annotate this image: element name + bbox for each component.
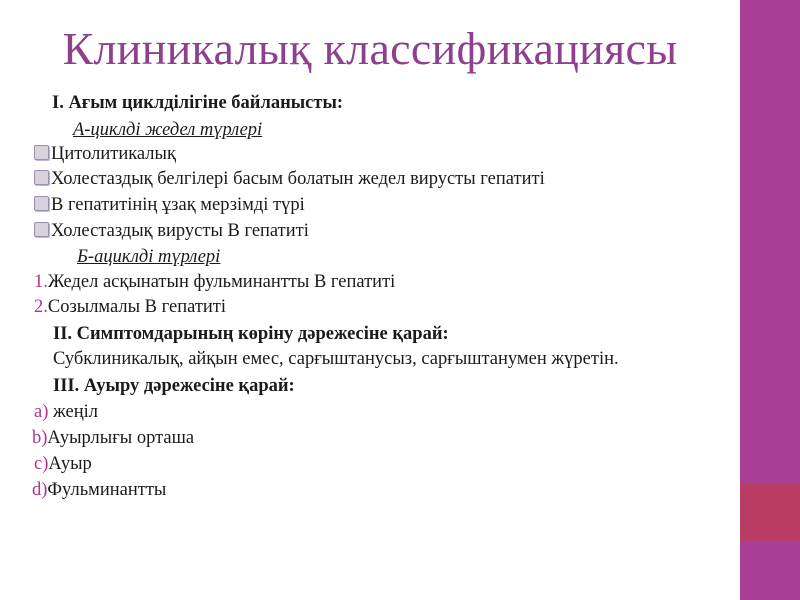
checkbox-bullet-icon bbox=[34, 170, 49, 185]
item-marker: 2. bbox=[34, 297, 48, 317]
list-item-text: Холестаздық вирусты В гепатиті bbox=[51, 221, 309, 241]
item-marker: c) bbox=[34, 454, 49, 474]
lettered-item bbox=[34, 399, 98, 425]
list-item-text: Холестаздық белгілері басым болатын жедел вирусты гепатиті bbox=[51, 169, 545, 189]
decorative-sidebar-accent bbox=[740, 483, 800, 541]
item-marker: b) bbox=[32, 428, 48, 448]
lettered-item bbox=[32, 477, 166, 503]
slide-title: Клиникалық классификациясы bbox=[62, 23, 678, 74]
checkbox-bullet-icon bbox=[34, 145, 49, 160]
item-marker: d) bbox=[32, 480, 48, 500]
list-item bbox=[34, 166, 545, 192]
checkbox-bullet-icon bbox=[34, 222, 49, 237]
item-marker: a) bbox=[34, 402, 49, 422]
item-text: Фульминантты bbox=[47, 480, 167, 500]
item-text: жеңіл bbox=[48, 402, 99, 422]
item-marker: 1. bbox=[34, 272, 48, 292]
item-text: Созылмалы В гепатиті bbox=[47, 297, 227, 317]
item-text: Ауыр bbox=[48, 454, 92, 474]
lettered-item bbox=[34, 451, 92, 477]
section1-heading: І. Ағым циклділігіне байланысты: bbox=[52, 93, 344, 113]
item-text: Жедел асқынатын фульминантты В гепатиті bbox=[47, 272, 396, 292]
section3-heading: ІІІ. Ауыру дәрежесіне қарай: bbox=[53, 376, 295, 396]
list-item-text: Цитолитикалық bbox=[51, 144, 176, 164]
section2-heading: ІІ. Симптомдарының көріну дәрежесіне қарай: bbox=[53, 324, 449, 344]
subheading-b: Б-ациклді түрлері bbox=[77, 247, 221, 267]
numbered-item bbox=[34, 294, 226, 320]
list-item bbox=[34, 218, 309, 244]
section2-text: Субклиникалық, айқын емес, сарғыштанусыз, сарғыштанумен жүретін. bbox=[53, 349, 619, 369]
list-item bbox=[34, 192, 305, 218]
list-item-text: В гепатитінің ұзақ мерзімді түрі bbox=[51, 195, 305, 215]
list-item bbox=[34, 141, 176, 167]
checkbox-bullet-icon bbox=[34, 196, 49, 211]
subheading-a: А-циклді жедел түрлері bbox=[73, 120, 263, 140]
lettered-item bbox=[32, 425, 194, 451]
item-text: Ауырлығы орташа bbox=[47, 428, 195, 448]
numbered-item bbox=[34, 269, 395, 295]
